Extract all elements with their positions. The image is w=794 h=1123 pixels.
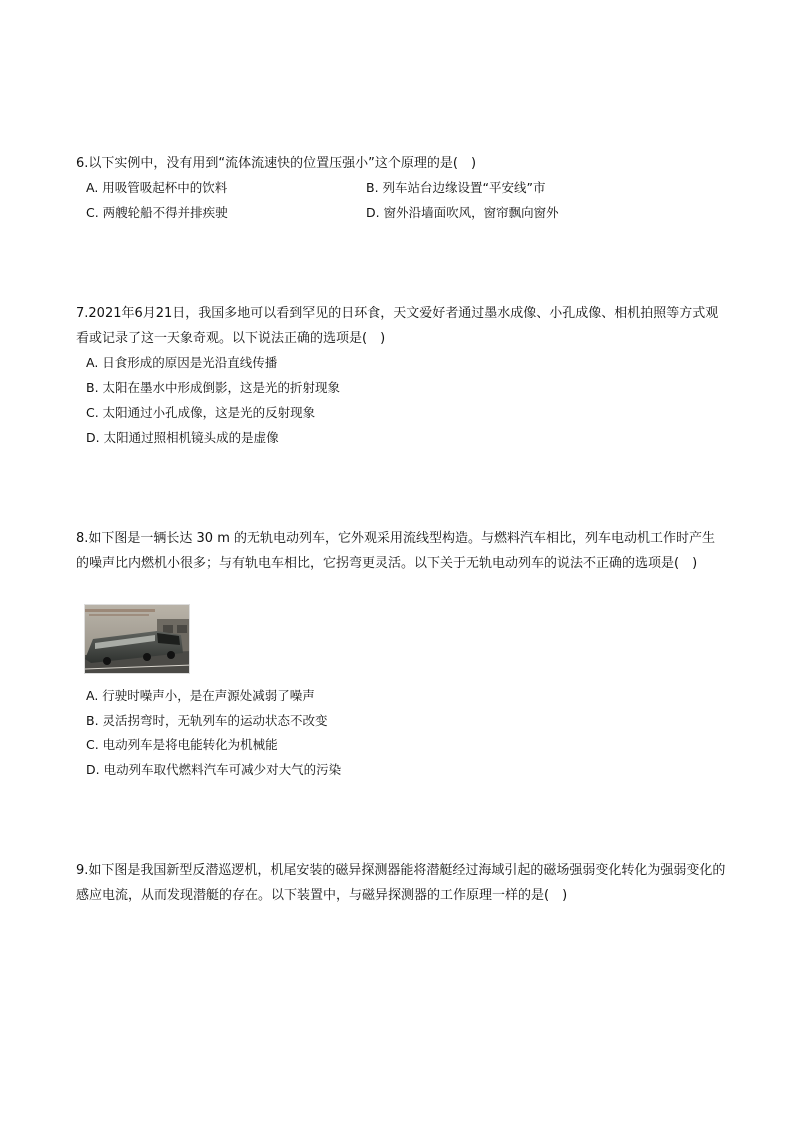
question-6-option-d: D. 窗外沿墙面吹风，窗帘飘向窗外: [366, 205, 559, 220]
question-6-option-c: C. 两艘轮船不得并排疾驶: [86, 205, 228, 220]
question-7-option-b: B. 太阳在墨水中形成倒影，这是光的折射现象: [86, 380, 341, 395]
question-9-stem: 9.如下图是我国新型反潜巡逻机，机尾安装的磁异探测器能将潜艇经过海域引起的磁场强弱变化转化为强弱变化的感应电流，从而发现潜艇的存在。以下装置中，与磁异探测器的工作原理一样的是( ): [76, 863, 726, 903]
question-7-option-d: D. 太阳通过照相机镜头成的是虚像: [86, 430, 279, 445]
question-8-option-a: A. 行驶时噪声小，是在声源处减弱了噪声: [86, 688, 315, 703]
question-6-option-a: A. 用吸管吸起杯中的饮料: [86, 180, 228, 195]
question-6-option-b: B. 列车站台边缘设置“平安线”市: [366, 180, 546, 195]
question-8-stem: 8.如下图是一辆长达 30 m 的无轨电动列车，它外观采用流线型构造。与燃料汽车相比，列车电动机工作时产生的噪声比内燃机小很多；与有轨电车相比，它拐弯更灵活。以下关于无轨电动列车的说法不正确的选项是( ): [76, 531, 716, 571]
trackless-train-photo: [84, 604, 190, 674]
question-8-option-b: B. 灵活拐弯时，无轨列车的运动状态不改变: [86, 713, 328, 728]
question-8-option-c: C. 电动列车是将电能转化为机械能: [86, 737, 278, 752]
question-7-option-c: C. 太阳通过小孔成像，这是光的反射现象: [86, 405, 316, 420]
question-7-option-a: A. 日食形成的原因是光沿直线传播: [86, 355, 278, 370]
question-8-option-d: D. 电动列车取代燃料汽车可减少对大气的污染: [86, 762, 342, 777]
question-7-stem: 7.2021年6月21日，我国多地可以看到罕见的日环食，天文爱好者通过墨水成像、小孔成像、相机拍照等方式观看或记录了这一天象奇观。以下说法正确的选项是( ): [76, 306, 719, 346]
question-6-stem: 6.以下实例中，没有用到“流体流速快的位置压强小”这个原理的是( ): [76, 156, 477, 171]
